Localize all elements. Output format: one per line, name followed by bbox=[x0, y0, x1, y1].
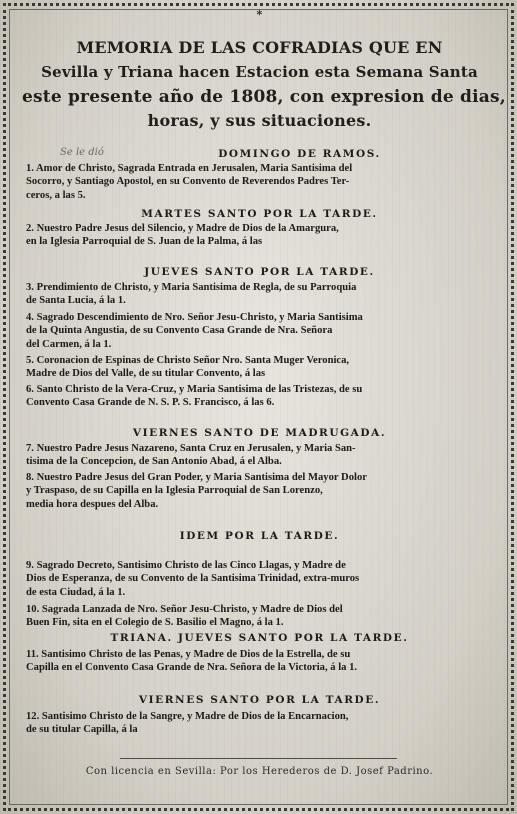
list-item: 9. Sagrado Decreto, Santisimo Christo de las Cinco Llagas, y Madre de Dios de Esperanza, de su Convento de la Santisima Trinidad, extra-muros de esta Ciudad, á la 1. bbox=[26, 560, 360, 598]
title-line-1: MEMORIA DE LAS COFRADIAS QUE EN bbox=[76, 38, 443, 57]
title-line-4: horas, y sus situaciones. bbox=[147, 111, 372, 130]
section-heading: DOMINGO DE RAMOS. bbox=[218, 148, 381, 160]
list-item: 7. Nuestro Padre Jesus Nazareno, Santa Cruz en Jerusalen, y Maria San- tisima de la Concepcion, de San Antonio Abad, á el Alba. bbox=[26, 443, 356, 468]
section-heading: IDEM POR LA TARDE. bbox=[179, 530, 340, 542]
title-line-2: Sevilla y Triana hacen Estacion esta Semana Santa bbox=[41, 63, 478, 81]
list-item: 4. Sagrado Descendimiento de Nro. Señor Jesu-Christo, y Maria Santisima de la Quinta Angustia, de su Convento Casa Grande de Nra. Señora del Carmen, á la 1. bbox=[26, 312, 363, 350]
list-item: 10. Sagrada Lanzada de Nro. Señor Jesu-Christo, y Madre de Dios del Buen Fin, sita en el Colegio de S. Basilio el Magno, á la 1. bbox=[26, 604, 343, 629]
section-heading: MARTES SANTO POR LA TARDE. bbox=[141, 208, 378, 220]
list-item: 1. Amor de Christo, Sagrada Entrada en Jerusalen, Maria Santisima del Socorro, y Santiago Apostol, en su Convento de Reverendos Padres Ter- ceros, a las 5. bbox=[26, 163, 353, 201]
list-item: 3. Prendimiento de Christo, y Maria Santisima de Regla, de su Parroquia de Santa Lucia, á la 1. bbox=[26, 282, 357, 307]
list-item: 8. Nuestro Padre Jesus del Gran Poder, y Maria Santisima del Mayor Dolor y Traspaso, de su Capilla en la Iglesia Parroquial de San Lorenzo, media hora despues del Alba. bbox=[26, 472, 367, 510]
list-item: 5. Coronacion de Espinas de Christo Señor Nro. Santa Muger Veronica, Madre de Dios del Valle, de su titular Convento, á las bbox=[26, 355, 350, 380]
top-mark: * bbox=[256, 8, 263, 21]
section-heading: VIERNES SANTO DE MADRUGADA. bbox=[132, 427, 387, 439]
section-heading: VIERNES SANTO POR LA TARDE. bbox=[138, 694, 381, 706]
title-line-3: este presente año de 1808, con expresion de dias, bbox=[22, 87, 506, 107]
list-item: 6. Santo Christo de la Vera-Cruz, y Maria Santisima de las Tristezas, de su Convento Casa Grande de N. S. P. S. Francisco, á las 6. bbox=[26, 384, 363, 409]
imprint-footer: Con licencia en Sevilla: Por los Herederos de D. Josef Padrino. bbox=[85, 766, 434, 777]
list-item: 12. Santisimo Christo de la Sangre, y Madre de Dios de la Encarnacion, de su titular Capilla, á la bbox=[26, 711, 349, 736]
list-item: 11. Santisimo Christo de las Penas, y Madre de Dios de la Estrella, de su Capilla en el Convento Casa Grande de Nra. Señora de la Victoria, á la 1. bbox=[26, 649, 358, 674]
list-item: 2. Nuestro Padre Jesus del Silencio, y Madre de Dios de la Amargura, en la Iglesia Parroquial de S. Juan de la Palma, á las bbox=[26, 223, 339, 248]
divider bbox=[120, 758, 397, 759]
section-heading: JUEVES SANTO POR LA TARDE. bbox=[144, 266, 375, 278]
handwritten-note: Se le dió bbox=[60, 147, 104, 158]
section-heading: TRIANA. JUEVES SANTO POR LA TARDE. bbox=[110, 632, 409, 644]
